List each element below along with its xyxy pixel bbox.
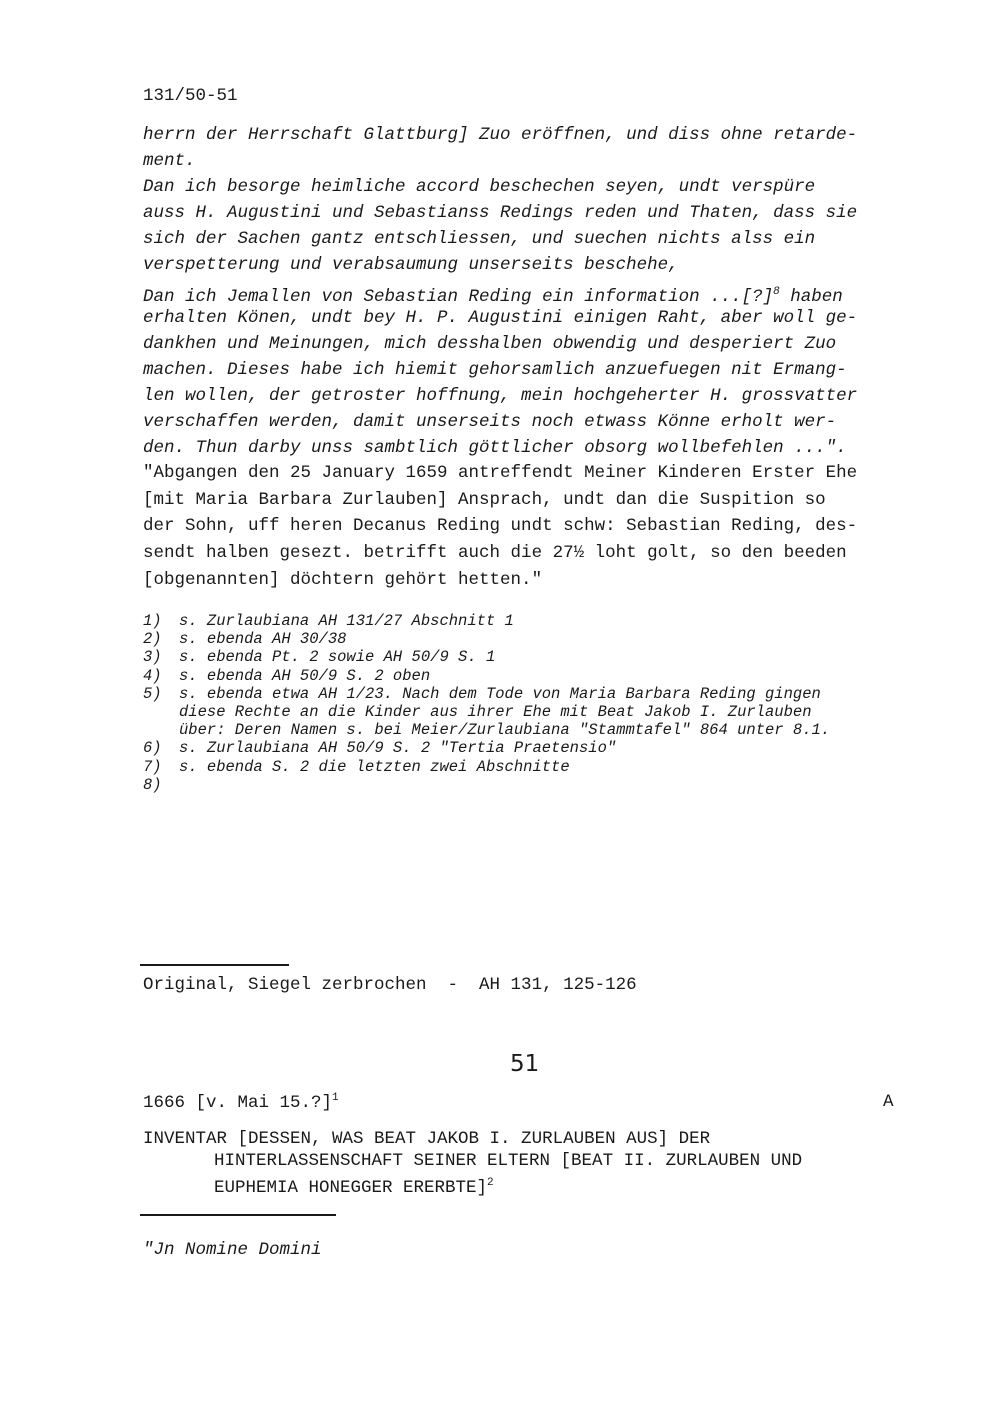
- body-line: ment.: [143, 151, 196, 171]
- source-note: Original, Siegel zerbrochen - AH 131, 125-126: [143, 975, 637, 995]
- body-line: sich der Sachen gantz entschliessen, und suechen nichts alss ein: [143, 229, 816, 249]
- footnote-text: s. Zurlaubiana AH 50/9 S. 2 "Tertia Praetensio": [179, 739, 617, 758]
- footnote: [143, 758, 570, 776]
- body-line: den. Thun darby unss sambtlich göttlicher obsorg wollbefehlen ...".: [143, 438, 847, 458]
- body-line: verspetterung und verabsaumung unserseits beschehe,: [143, 255, 679, 275]
- body-line: erhalten Könen, undt bey H. P. Augustini einigen Raht, aber woll ge-: [143, 308, 858, 328]
- footnote-text: s. ebenda AH 30/38: [179, 630, 347, 649]
- incipit: "Jn Nomine Domini: [143, 1240, 322, 1260]
- body-line-text: haben: [779, 287, 843, 307]
- footnote: [143, 721, 830, 739]
- entry-title-footnote-ref: 2: [487, 1177, 494, 1189]
- footnote-text: über: Deren Namen s. bei Meier/Zurlaubiana "Stammtafel" 864 unter 8.1.: [179, 721, 831, 740]
- body-line: auss H. Augustini und Sebastianss Redings reden und Thaten, dass sie: [143, 203, 858, 223]
- footnote: [143, 776, 179, 794]
- body-line-text: Dan ich Jemallen von Sebastian Reding ein information ...[?]: [143, 287, 774, 307]
- body-line: der Sohn, uff heren Decanus Reding undt schw: Sebastian Reding, des-: [143, 516, 858, 536]
- footnote-ref: 8: [773, 286, 780, 298]
- footnote-number: 4): [143, 666, 162, 685]
- footnote-number: 7): [143, 757, 162, 776]
- footnote: [143, 685, 821, 703]
- body-line: Dan ich besorge heimliche accord beschechen seyen, undt verspüre: [143, 177, 816, 197]
- footnote-number: 3): [143, 648, 162, 667]
- entry-date: [143, 1092, 339, 1113]
- footnote: [143, 739, 616, 757]
- entry-title-text: EUPHEMIA HONEGGER ERERBTE]: [214, 1178, 488, 1198]
- body-line: len wollen, der getroster hoffnung, mein hochgeherter H. grossvatter: [143, 386, 858, 406]
- entry-title-line: [214, 1172, 494, 1199]
- entry-title-line: HINTERLASSENSCHAFT SEINER ELTERN [BEAT II. ZURLAUBEN UND: [214, 1151, 803, 1171]
- body-line: verschaffen werden, damit unserseits noch etwass Könne erholt wer-: [143, 412, 837, 432]
- footnote-text: s. ebenda Pt. 2 sowie AH 50/9 S. 1: [179, 648, 496, 667]
- footnote-text: s. ebenda etwa AH 1/23. Nach dem Tode von Maria Barbara Reding gingen: [179, 684, 821, 703]
- body-line: [obgenannten] döchtern gehört hetten.": [143, 570, 543, 590]
- document-number: 51: [510, 1051, 540, 1077]
- footnote: [143, 667, 430, 685]
- source-rule: [140, 964, 289, 966]
- body-line: machen. Dieses habe ich hiemit gehorsamlich anzuefuegen nit Ermang-: [143, 360, 847, 380]
- footnote: [143, 630, 346, 648]
- footnote-text: s. ebenda AH 50/9 S. 2 oben: [179, 666, 431, 685]
- footnote-text: s. Zurlaubiana AH 131/27 Abschnitt 1: [179, 612, 514, 630]
- footnote-number: 6): [143, 739, 162, 758]
- entry-rule: [140, 1214, 336, 1216]
- entry-title-line: INVENTAR [DESSEN, WAS BEAT JAKOB I. ZURLAUBEN AUS] DER: [143, 1129, 711, 1149]
- footnote-number: 5): [143, 684, 162, 703]
- footnote: [143, 648, 495, 666]
- footnote: [143, 703, 812, 721]
- entry-date-text: 1666 [v. Mai 15.?]: [143, 1093, 333, 1113]
- body-line: herrn der Herrschaft Glattburg] Zuo eröffnen, und diss ohne retarde-: [143, 125, 858, 145]
- footnote-number: 1): [143, 612, 162, 630]
- footnote-text: diese Rechte an die Kinder aus ihrer Ehe mit Beat Jakob I. Zurlauben: [179, 703, 812, 721]
- body-line: sendt halben gesezt. betrifft auch die 27½ loht golt, so den beeden: [143, 543, 847, 563]
- body-line: "Abgangen den 25 January 1659 antreffendt Meiner Kinderen Erster Ehe: [143, 463, 858, 483]
- footnote-text: s. ebenda S. 2 die letzten zwei Abschnitte: [179, 757, 570, 776]
- page-reference: 131/50-51: [143, 86, 238, 106]
- footnote-number: 2): [143, 630, 162, 649]
- entry-date-footnote-ref: 1: [332, 1092, 339, 1104]
- body-line: [mit Maria Barbara Zurlauben] Ansprach, undt dan die Suspition so: [143, 490, 826, 510]
- footnote-number: 8): [143, 775, 162, 794]
- body-line: dankhen und Meinungen, mich desshalben obwendig und desperiert Zuo: [143, 334, 837, 354]
- body-line: [143, 281, 843, 308]
- footnote: [143, 612, 514, 630]
- entry-type: A: [883, 1092, 894, 1112]
